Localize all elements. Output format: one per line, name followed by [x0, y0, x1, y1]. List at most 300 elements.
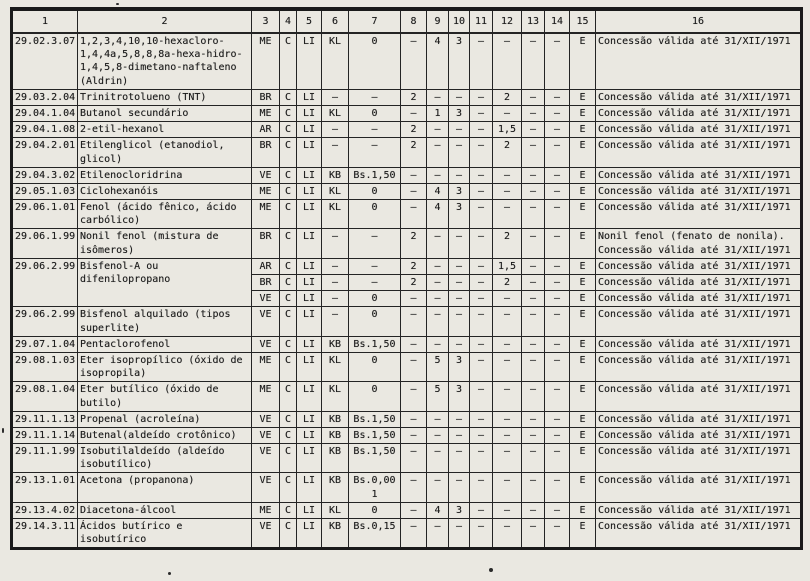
cell-col-15: E: [570, 258, 596, 274]
cell-col-3: ME: [252, 33, 280, 89]
cell-col-5: LI: [297, 167, 322, 183]
cell-col-11: –: [470, 122, 493, 138]
cell-col-9: –: [427, 167, 449, 183]
cell-col-11: –: [470, 183, 493, 199]
cell-name: Pentaclorofenol: [78, 336, 252, 352]
cell-code: 29.04.1.04: [12, 105, 78, 121]
cell-col-15: E: [570, 138, 596, 167]
cell-col-11: –: [470, 307, 493, 336]
table-row: [12, 89, 802, 105]
column-header-4: 4: [280, 9, 297, 33]
cell-col-7: 0: [349, 502, 401, 518]
cell-col-5: LI: [297, 89, 322, 105]
cell-col-10: 3: [449, 382, 470, 411]
cell-col-7: –: [349, 138, 401, 167]
cell-col-11: –: [470, 229, 493, 258]
cell-col-4: C: [280, 519, 297, 549]
cell-col-5: LI: [297, 122, 322, 138]
cell-col-12: –: [493, 411, 522, 427]
cell-col-10: –: [449, 89, 470, 105]
cell-observation: Concessão válida até 31/XII/1971: [596, 89, 802, 105]
cell-name: Isobutilaldeído (aldeído isobutílico): [78, 444, 252, 473]
cell-name: Eter isopropílico (óxido de isopropila): [78, 352, 252, 381]
cell-name: Bisfenol alquilado (tipos superlite): [78, 307, 252, 336]
column-header-11: 11: [470, 9, 493, 33]
cell-observation: Concessão válida até 31/XII/1971: [596, 382, 802, 411]
column-header-6: 6: [322, 9, 349, 33]
cell-col-9: 1: [427, 105, 449, 121]
cell-col-5: LI: [297, 336, 322, 352]
cell-col-15: E: [570, 33, 596, 89]
cell-col-6: –: [322, 138, 349, 167]
cell-col-15: E: [570, 473, 596, 502]
column-header-5: 5: [297, 9, 322, 33]
cell-observation: Concessão válida até 31/XII/1971: [596, 200, 802, 229]
table-row: [12, 382, 802, 411]
cell-col-5: LI: [297, 382, 322, 411]
cell-col-8: –: [401, 502, 427, 518]
cell-col-14: –: [545, 382, 570, 411]
cell-observation: Concessão válida até 31/XII/1971: [596, 291, 802, 307]
cell-code: 29.03.2.04: [12, 89, 78, 105]
cell-col-14: –: [545, 444, 570, 473]
cell-observation: Concessão válida até 31/XII/1971: [596, 444, 802, 473]
cell-col-12: 2: [493, 229, 522, 258]
cell-col-6: KB: [322, 411, 349, 427]
column-header-10: 10: [449, 9, 470, 33]
cell-col-9: 5: [427, 382, 449, 411]
scan-speck: [2, 428, 4, 433]
cell-col-10: –: [449, 336, 470, 352]
cell-col-4: C: [280, 382, 297, 411]
cell-name: Ácidos butírico e isobutírico: [78, 519, 252, 549]
cell-col-5: LI: [297, 105, 322, 121]
cell-col-7: 0: [349, 291, 401, 307]
cell-col-9: –: [427, 258, 449, 274]
column-header-7: 7: [349, 9, 401, 33]
cell-col-14: –: [545, 502, 570, 518]
cell-col-3: ME: [252, 352, 280, 381]
cell-col-8: 2: [401, 122, 427, 138]
cell-col-3: VE: [252, 291, 280, 307]
cell-col-3: VE: [252, 336, 280, 352]
cell-col-10: 3: [449, 105, 470, 121]
cell-col-9: –: [427, 411, 449, 427]
cell-col-13: –: [522, 352, 545, 381]
cell-col-14: –: [545, 138, 570, 167]
cell-col-5: LI: [297, 427, 322, 443]
cell-col-6: –: [322, 89, 349, 105]
cell-col-11: –: [470, 444, 493, 473]
cell-col-7: –: [349, 122, 401, 138]
cell-col-14: –: [545, 352, 570, 381]
cell-col-3: VE: [252, 444, 280, 473]
cell-col-10: 3: [449, 183, 470, 199]
cell-col-7: 0: [349, 183, 401, 199]
cell-col-14: –: [545, 33, 570, 89]
cell-col-15: E: [570, 352, 596, 381]
cell-col-13: –: [522, 291, 545, 307]
cell-observation: Concessão válida até 31/XII/1971: [596, 105, 802, 121]
cell-col-14: –: [545, 167, 570, 183]
cell-col-12: 2: [493, 275, 522, 291]
cell-col-12: –: [493, 105, 522, 121]
cell-col-6: KB: [322, 519, 349, 549]
cell-col-13: –: [522, 427, 545, 443]
cell-col-5: LI: [297, 229, 322, 258]
cell-col-14: –: [545, 473, 570, 502]
cell-col-12: 1,5: [493, 122, 522, 138]
cell-col-3: BR: [252, 275, 280, 291]
cell-observation: Concessão válida até 31/XII/1971: [596, 33, 802, 89]
cell-col-3: ME: [252, 382, 280, 411]
cell-col-3: ME: [252, 502, 280, 518]
cell-col-5: LI: [297, 258, 322, 274]
cell-col-14: –: [545, 427, 570, 443]
table-row: [12, 307, 802, 336]
cell-col-9: 4: [427, 502, 449, 518]
cell-col-7: 0: [349, 382, 401, 411]
cell-col-12: –: [493, 473, 522, 502]
cell-col-9: –: [427, 229, 449, 258]
cell-col-5: LI: [297, 519, 322, 549]
cell-col-3: VE: [252, 427, 280, 443]
cell-col-4: C: [280, 307, 297, 336]
cell-col-13: –: [522, 444, 545, 473]
cell-col-14: –: [545, 275, 570, 291]
cell-col-15: E: [570, 167, 596, 183]
cell-col-9: –: [427, 519, 449, 549]
cell-code: 29.11.1.13: [12, 411, 78, 427]
cell-col-6: –: [322, 307, 349, 336]
cell-name: 2-etil-hexanol: [78, 122, 252, 138]
cell-name: Fenol (ácido fênico, ácido carbólico): [78, 200, 252, 229]
cell-col-13: –: [522, 167, 545, 183]
cell-name: Trinitrotolueno (TNT): [78, 89, 252, 105]
cell-col-10: –: [449, 427, 470, 443]
cell-col-13: –: [522, 122, 545, 138]
cell-col-6: KB: [322, 444, 349, 473]
cell-col-5: LI: [297, 291, 322, 307]
cell-col-6: KL: [322, 200, 349, 229]
cell-col-12: –: [493, 200, 522, 229]
cell-col-15: E: [570, 336, 596, 352]
cell-col-9: –: [427, 307, 449, 336]
cell-code: 29.11.1.14: [12, 427, 78, 443]
cell-col-13: –: [522, 105, 545, 121]
cell-col-5: LI: [297, 275, 322, 291]
cell-col-14: –: [545, 200, 570, 229]
cell-col-8: –: [401, 336, 427, 352]
cell-col-3: AR: [252, 258, 280, 274]
cell-col-7: Bs.0,001: [349, 473, 401, 502]
cell-col-10: –: [449, 229, 470, 258]
cell-col-15: E: [570, 502, 596, 518]
cell-col-13: –: [522, 138, 545, 167]
cell-col-3: VE: [252, 307, 280, 336]
cell-col-9: –: [427, 275, 449, 291]
cell-code: 29.11.1.99: [12, 444, 78, 473]
cell-col-6: KB: [322, 473, 349, 502]
cell-col-6: –: [322, 275, 349, 291]
cell-col-11: –: [470, 411, 493, 427]
cell-col-11: –: [470, 105, 493, 121]
cell-col-4: C: [280, 138, 297, 167]
table-row: [12, 502, 802, 518]
cell-col-7: –: [349, 229, 401, 258]
cell-col-5: LI: [297, 411, 322, 427]
cell-col-13: –: [522, 519, 545, 549]
cell-col-12: –: [493, 382, 522, 411]
cell-col-6: KB: [322, 336, 349, 352]
cell-name: 1,2,3,4,10,10-hexacloro-1,4,4a,5,8,8,8a-hexa-hidro-1,4,5,8-dimetano-naftaleno (Aldrin): [78, 33, 252, 89]
cell-col-11: –: [470, 291, 493, 307]
cell-col-7: Bs.0,15: [349, 519, 401, 549]
cell-col-7: 0: [349, 200, 401, 229]
cell-col-12: –: [493, 336, 522, 352]
cell-col-10: 3: [449, 502, 470, 518]
cell-name: Bisfenol-A ou difenilopropano: [78, 258, 252, 307]
cell-col-11: –: [470, 167, 493, 183]
cell-col-13: –: [522, 275, 545, 291]
cell-col-8: –: [401, 33, 427, 89]
table-row: [12, 519, 802, 549]
cell-col-7: –: [349, 275, 401, 291]
cell-col-11: –: [470, 473, 493, 502]
cell-col-8: –: [401, 519, 427, 549]
cell-col-7: Bs.1,50: [349, 444, 401, 473]
cell-col-4: C: [280, 183, 297, 199]
cell-col-7: Bs.1,50: [349, 411, 401, 427]
cell-col-6: –: [322, 291, 349, 307]
cell-col-15: E: [570, 183, 596, 199]
cell-code: 29.06.2.99: [12, 258, 78, 307]
cell-col-15: E: [570, 89, 596, 105]
cell-col-14: –: [545, 229, 570, 258]
cell-col-6: KL: [322, 33, 349, 89]
cell-col-15: E: [570, 105, 596, 121]
table-row: [12, 473, 802, 502]
cell-name: Acetona (propanona): [78, 473, 252, 502]
table-row: [12, 229, 802, 258]
cell-col-6: KL: [322, 352, 349, 381]
cell-col-14: –: [545, 122, 570, 138]
cell-code: 29.06.1.99: [12, 229, 78, 258]
cell-name: Ciclohexanóis: [78, 183, 252, 199]
scan-speck: [489, 568, 493, 572]
cell-observation: Concessão válida até 31/XII/1971: [596, 473, 802, 502]
cell-col-13: –: [522, 336, 545, 352]
cell-col-9: –: [427, 336, 449, 352]
cell-col-3: BR: [252, 138, 280, 167]
cell-col-7: 0: [349, 33, 401, 89]
cell-col-15: E: [570, 444, 596, 473]
cell-col-5: LI: [297, 502, 322, 518]
cell-col-5: LI: [297, 444, 322, 473]
cell-col-9: 4: [427, 183, 449, 199]
cell-observation: Nonil fenol (fenato de nonila). Concessão válida até 31/XII/1971: [596, 229, 802, 258]
column-header-13: 13: [522, 9, 545, 33]
cell-col-14: –: [545, 411, 570, 427]
cell-col-4: C: [280, 105, 297, 121]
cell-col-12: 2: [493, 138, 522, 167]
cell-col-8: 2: [401, 89, 427, 105]
table-row: [12, 138, 802, 167]
cell-col-3: ME: [252, 183, 280, 199]
cell-col-7: Bs.1,50: [349, 336, 401, 352]
cell-col-8: –: [401, 291, 427, 307]
cell-col-13: –: [522, 258, 545, 274]
cell-col-14: –: [545, 105, 570, 121]
cell-col-13: –: [522, 200, 545, 229]
cell-col-7: –: [349, 258, 401, 274]
cell-col-11: –: [470, 502, 493, 518]
cell-col-7: –: [349, 89, 401, 105]
cell-col-13: –: [522, 382, 545, 411]
cell-col-3: VE: [252, 473, 280, 502]
cell-col-11: –: [470, 427, 493, 443]
cell-code: 29.13.1.01: [12, 473, 78, 502]
cell-col-6: –: [322, 229, 349, 258]
cell-col-11: –: [470, 138, 493, 167]
cell-col-3: BR: [252, 229, 280, 258]
cell-code: 29.04.2.01: [12, 138, 78, 167]
table-row: [12, 200, 802, 229]
cell-col-13: –: [522, 411, 545, 427]
cell-col-4: C: [280, 258, 297, 274]
cell-code: 29.06.2.99: [12, 307, 78, 336]
table-row: [12, 105, 802, 121]
cell-col-12: –: [493, 291, 522, 307]
cell-observation: Concessão válida até 31/XII/1971: [596, 307, 802, 336]
cell-col-4: C: [280, 200, 297, 229]
table-row: [12, 411, 802, 427]
cell-col-8: –: [401, 411, 427, 427]
cell-code: 29.14.3.11: [12, 519, 78, 549]
cell-col-12: –: [493, 502, 522, 518]
cell-col-10: 3: [449, 200, 470, 229]
cell-col-13: –: [522, 229, 545, 258]
cell-code: 29.07.1.04: [12, 336, 78, 352]
cell-code: 29.04.1.08: [12, 122, 78, 138]
cell-col-6: –: [322, 258, 349, 274]
cell-col-4: C: [280, 89, 297, 105]
cell-col-9: –: [427, 138, 449, 167]
cell-col-11: –: [470, 382, 493, 411]
cell-col-15: E: [570, 122, 596, 138]
cell-col-6: KB: [322, 167, 349, 183]
cell-col-11: –: [470, 258, 493, 274]
cell-col-5: LI: [297, 183, 322, 199]
cell-col-8: –: [401, 427, 427, 443]
cell-col-11: –: [470, 275, 493, 291]
cell-observation: Concessão válida até 31/XII/1971: [596, 183, 802, 199]
cell-observation: Concessão válida até 31/XII/1971: [596, 502, 802, 518]
cell-code: 29.08.1.03: [12, 352, 78, 381]
table-row: [12, 183, 802, 199]
cell-col-7: 0: [349, 105, 401, 121]
cell-col-3: ME: [252, 105, 280, 121]
cell-col-10: –: [449, 291, 470, 307]
cell-col-12: –: [493, 427, 522, 443]
cell-col-9: –: [427, 291, 449, 307]
cell-col-11: –: [470, 33, 493, 89]
cell-col-8: –: [401, 444, 427, 473]
cell-name: Eter butílico (óxido de butilo): [78, 382, 252, 411]
cell-observation: Concessão válida até 31/XII/1971: [596, 275, 802, 291]
cell-code: 29.08.1.04: [12, 382, 78, 411]
cell-col-7: Bs.1,50: [349, 427, 401, 443]
cell-col-8: –: [401, 183, 427, 199]
cell-col-11: –: [470, 519, 493, 549]
cell-col-4: C: [280, 502, 297, 518]
cell-col-4: C: [280, 291, 297, 307]
cell-col-13: –: [522, 33, 545, 89]
cell-col-3: ME: [252, 200, 280, 229]
cell-col-10: 3: [449, 352, 470, 381]
cell-name: Propenal (acroleína): [78, 411, 252, 427]
cell-col-15: E: [570, 382, 596, 411]
cell-name: Etilenglicol (etanodiol, glicol): [78, 138, 252, 167]
cell-col-15: E: [570, 519, 596, 549]
cell-col-13: –: [522, 89, 545, 105]
cell-col-14: –: [545, 258, 570, 274]
cell-col-10: –: [449, 444, 470, 473]
cell-col-6: KB: [322, 427, 349, 443]
cell-col-12: –: [493, 307, 522, 336]
cell-col-5: LI: [297, 473, 322, 502]
cell-col-9: –: [427, 122, 449, 138]
cell-col-8: 2: [401, 138, 427, 167]
column-header-1: 1: [12, 9, 78, 33]
cell-col-6: KL: [322, 183, 349, 199]
cell-col-11: –: [470, 200, 493, 229]
cell-code: 29.04.3.02: [12, 167, 78, 183]
cell-col-8: 2: [401, 258, 427, 274]
cell-col-6: KL: [322, 382, 349, 411]
cell-col-12: 1,5: [493, 258, 522, 274]
cell-col-4: C: [280, 229, 297, 258]
cell-col-5: LI: [297, 352, 322, 381]
cell-col-12: –: [493, 519, 522, 549]
cell-col-14: –: [545, 183, 570, 199]
cell-col-11: –: [470, 336, 493, 352]
cell-col-14: –: [545, 336, 570, 352]
cell-col-9: –: [427, 89, 449, 105]
cell-col-14: –: [545, 291, 570, 307]
cell-observation: Concessão válida até 31/XII/1971: [596, 519, 802, 549]
cell-col-5: LI: [297, 138, 322, 167]
cell-code: 29.13.4.02: [12, 502, 78, 518]
cell-col-10: –: [449, 411, 470, 427]
concessions-table: [10, 7, 803, 550]
cell-col-6: KL: [322, 105, 349, 121]
cell-col-8: –: [401, 352, 427, 381]
cell-observation: Concessão válida até 31/XII/1971: [596, 411, 802, 427]
cell-name: Etilenocloridrina: [78, 167, 252, 183]
cell-col-8: –: [401, 473, 427, 502]
cell-col-10: –: [449, 473, 470, 502]
cell-col-3: BR: [252, 89, 280, 105]
cell-col-4: C: [280, 336, 297, 352]
scan-speck: [168, 572, 171, 575]
cell-col-12: –: [493, 444, 522, 473]
column-header-14: 14: [545, 9, 570, 33]
cell-col-14: –: [545, 89, 570, 105]
cell-code: 29.05.1.03: [12, 183, 78, 199]
cell-col-15: E: [570, 307, 596, 336]
cell-col-9: –: [427, 427, 449, 443]
